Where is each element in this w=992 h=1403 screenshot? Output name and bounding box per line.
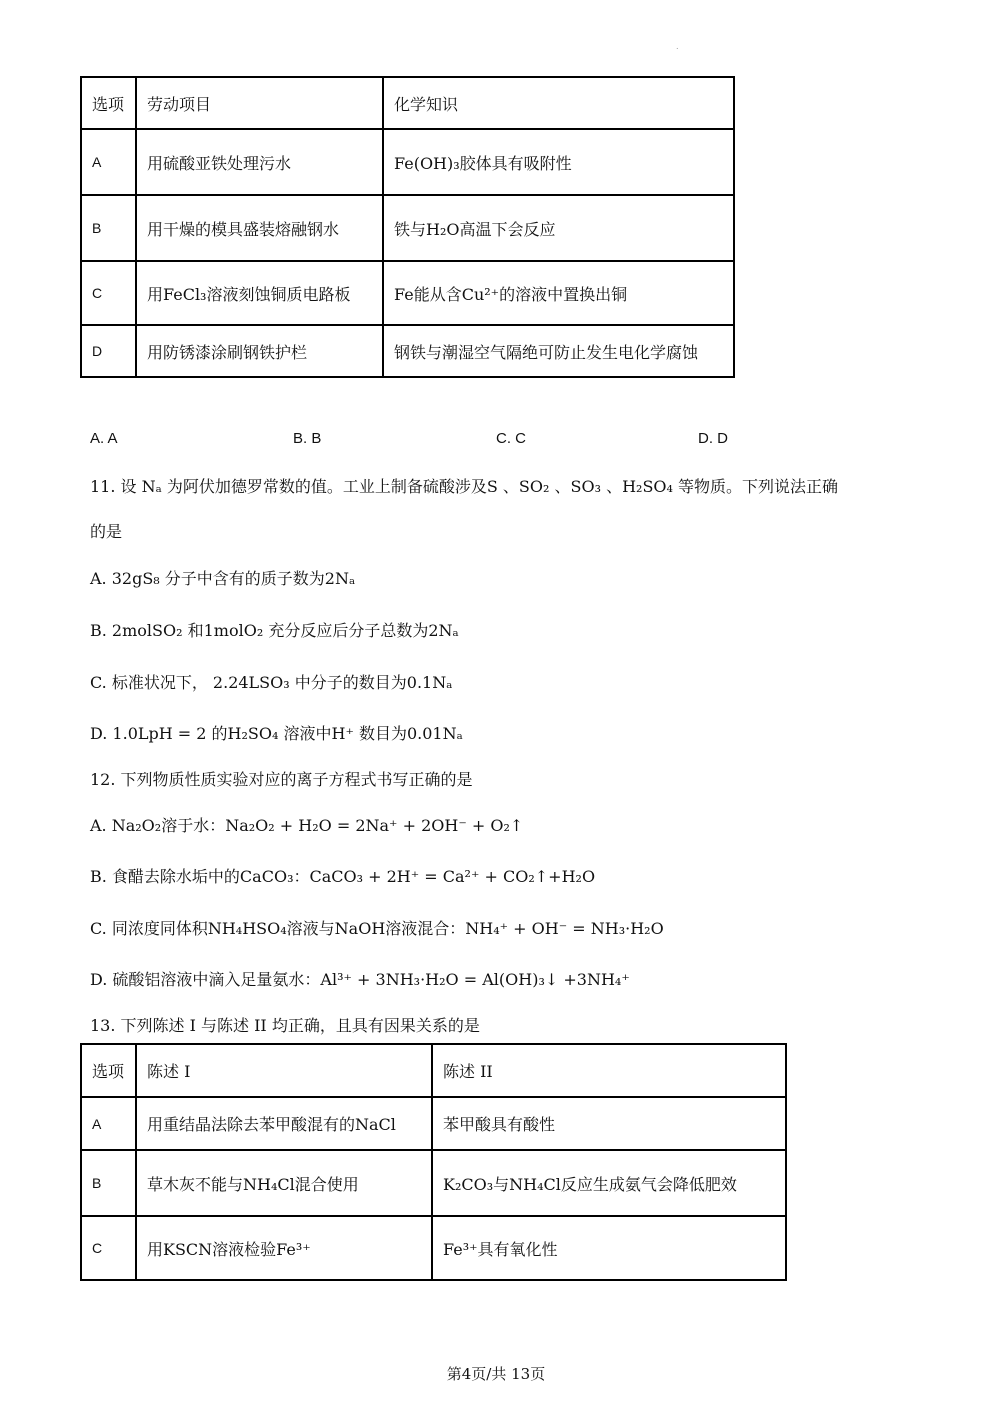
option-label: D xyxy=(81,325,136,377)
table-cell: 钢铁与潮湿空气隔绝可防止发生电化学腐蚀 xyxy=(383,325,734,377)
q12-option-a: A. Na₂O₂溶于水：Na₂O₂ + H₂O = 2Na⁺ + 2OH⁻ + O₂↑ xyxy=(90,816,524,835)
table-row xyxy=(81,1097,786,1150)
q13-table xyxy=(80,1043,787,1281)
table-header-cell: 陈述 I xyxy=(136,1044,432,1097)
table-cell: 用硫酸亚铁处理污水 xyxy=(136,129,383,195)
table-row xyxy=(81,195,734,261)
q11-stem: 11. 设 Nₐ 为阿伏加德罗常数的值。工业上制备硫酸涉及S 、SO₂ 、SO₃ 、H₂SO₄ 等物质。下列说法正确 xyxy=(90,477,839,496)
table-row xyxy=(81,261,734,325)
q12-option-c: C. 同浓度同体积NH₄HSO₄溶液与NaOH溶液混合：NH₄⁺ + OH⁻ = NH₃·H₂O xyxy=(90,919,664,938)
table-cell: 用防锈漆涂刷钢铁护栏 xyxy=(136,325,383,377)
option-label: A xyxy=(81,129,136,195)
table-cell: Fe³⁺具有氧化性 xyxy=(432,1216,786,1280)
table-cell: 用干燥的模具盛装熔融钢水 xyxy=(136,195,383,261)
q12-option-b: B. 食醋去除水垢中的CaCO₃：CaCO₃ + 2H⁺ = Ca²⁺ + CO₂↑+H₂O xyxy=(90,867,596,886)
table-cell: 草木灰不能与NH₄Cl混合使用 xyxy=(136,1150,432,1216)
option-label: A xyxy=(81,1097,136,1150)
q11-option-c: C. 标准状况下， 2.24LSO₃ 中分子的数目为0.1Nₐ xyxy=(90,673,453,692)
table-header-cell: 陈述 II xyxy=(432,1044,786,1097)
q11-stem-cont: 的是 xyxy=(90,522,123,541)
q10-option-a: A. A xyxy=(90,430,118,447)
q11-option-b: B. 2molSO₂ 和1molO₂ 充分反应后分子总数为2Nₐ xyxy=(90,621,459,640)
q12-option-d: D. 硫酸铝溶液中滴入足量氨水：Al³⁺ + 3NH₃·H₂O = Al(OH)₃↓ +3NH₄⁺ xyxy=(90,970,630,989)
q13-stem: 13. 下列陈述 I 与陈述 II 均正确，且具有因果关系的是 xyxy=(90,1016,480,1035)
q10-option-b: B. B xyxy=(293,430,322,447)
table-header-row xyxy=(81,77,734,129)
q10-table xyxy=(80,76,735,378)
top-dot: . xyxy=(676,42,679,51)
q11-option-d: D. 1.0LpH = 2 的H₂SO₄ 溶液中H⁺ 数目为0.01Nₐ xyxy=(90,724,463,743)
table-cell: Fe能从含Cu²⁺的溶液中置换出铜 xyxy=(383,261,734,325)
table-header-row xyxy=(81,1044,786,1097)
table-header-cell: 选项 xyxy=(81,77,136,129)
q11-option-a: A. 32gS₈ 分子中含有的质子数为2Nₐ xyxy=(90,569,356,588)
table-row xyxy=(81,129,734,195)
table-cell: 用重结晶法除去苯甲酸混有的NaCl xyxy=(136,1097,432,1150)
table-cell: 铁与H₂O高温下会反应 xyxy=(383,195,734,261)
table-cell: 用KSCN溶液检验Fe³⁺ xyxy=(136,1216,432,1280)
table-cell: 用FeCl₃溶液刻蚀铜质电路板 xyxy=(136,261,383,325)
table-cell: K₂CO₃与NH₄Cl反应生成氨气会降低肥效 xyxy=(432,1150,786,1216)
page-footer: 第4页/共 13页 xyxy=(446,1365,546,1383)
option-label: B xyxy=(81,1150,136,1216)
table-header-cell: 劳动项目 xyxy=(136,77,383,129)
option-label: C xyxy=(81,1216,136,1280)
q10-option-c: C. C xyxy=(496,430,526,447)
option-label: B xyxy=(81,195,136,261)
table-row xyxy=(81,1150,786,1216)
table-cell: Fe(OH)₃胶体具有吸附性 xyxy=(383,129,734,195)
q10-option-d: D. D xyxy=(698,430,728,447)
q12-stem: 12. 下列物质性质实验对应的离子方程式书写正确的是 xyxy=(90,770,473,789)
table-row xyxy=(81,325,734,377)
table-header-cell: 化学知识 xyxy=(383,77,734,129)
option-label: C xyxy=(81,261,136,325)
table-header-cell: 选项 xyxy=(81,1044,136,1097)
table-cell: 苯甲酸具有酸性 xyxy=(432,1097,786,1150)
table-row xyxy=(81,1216,786,1280)
